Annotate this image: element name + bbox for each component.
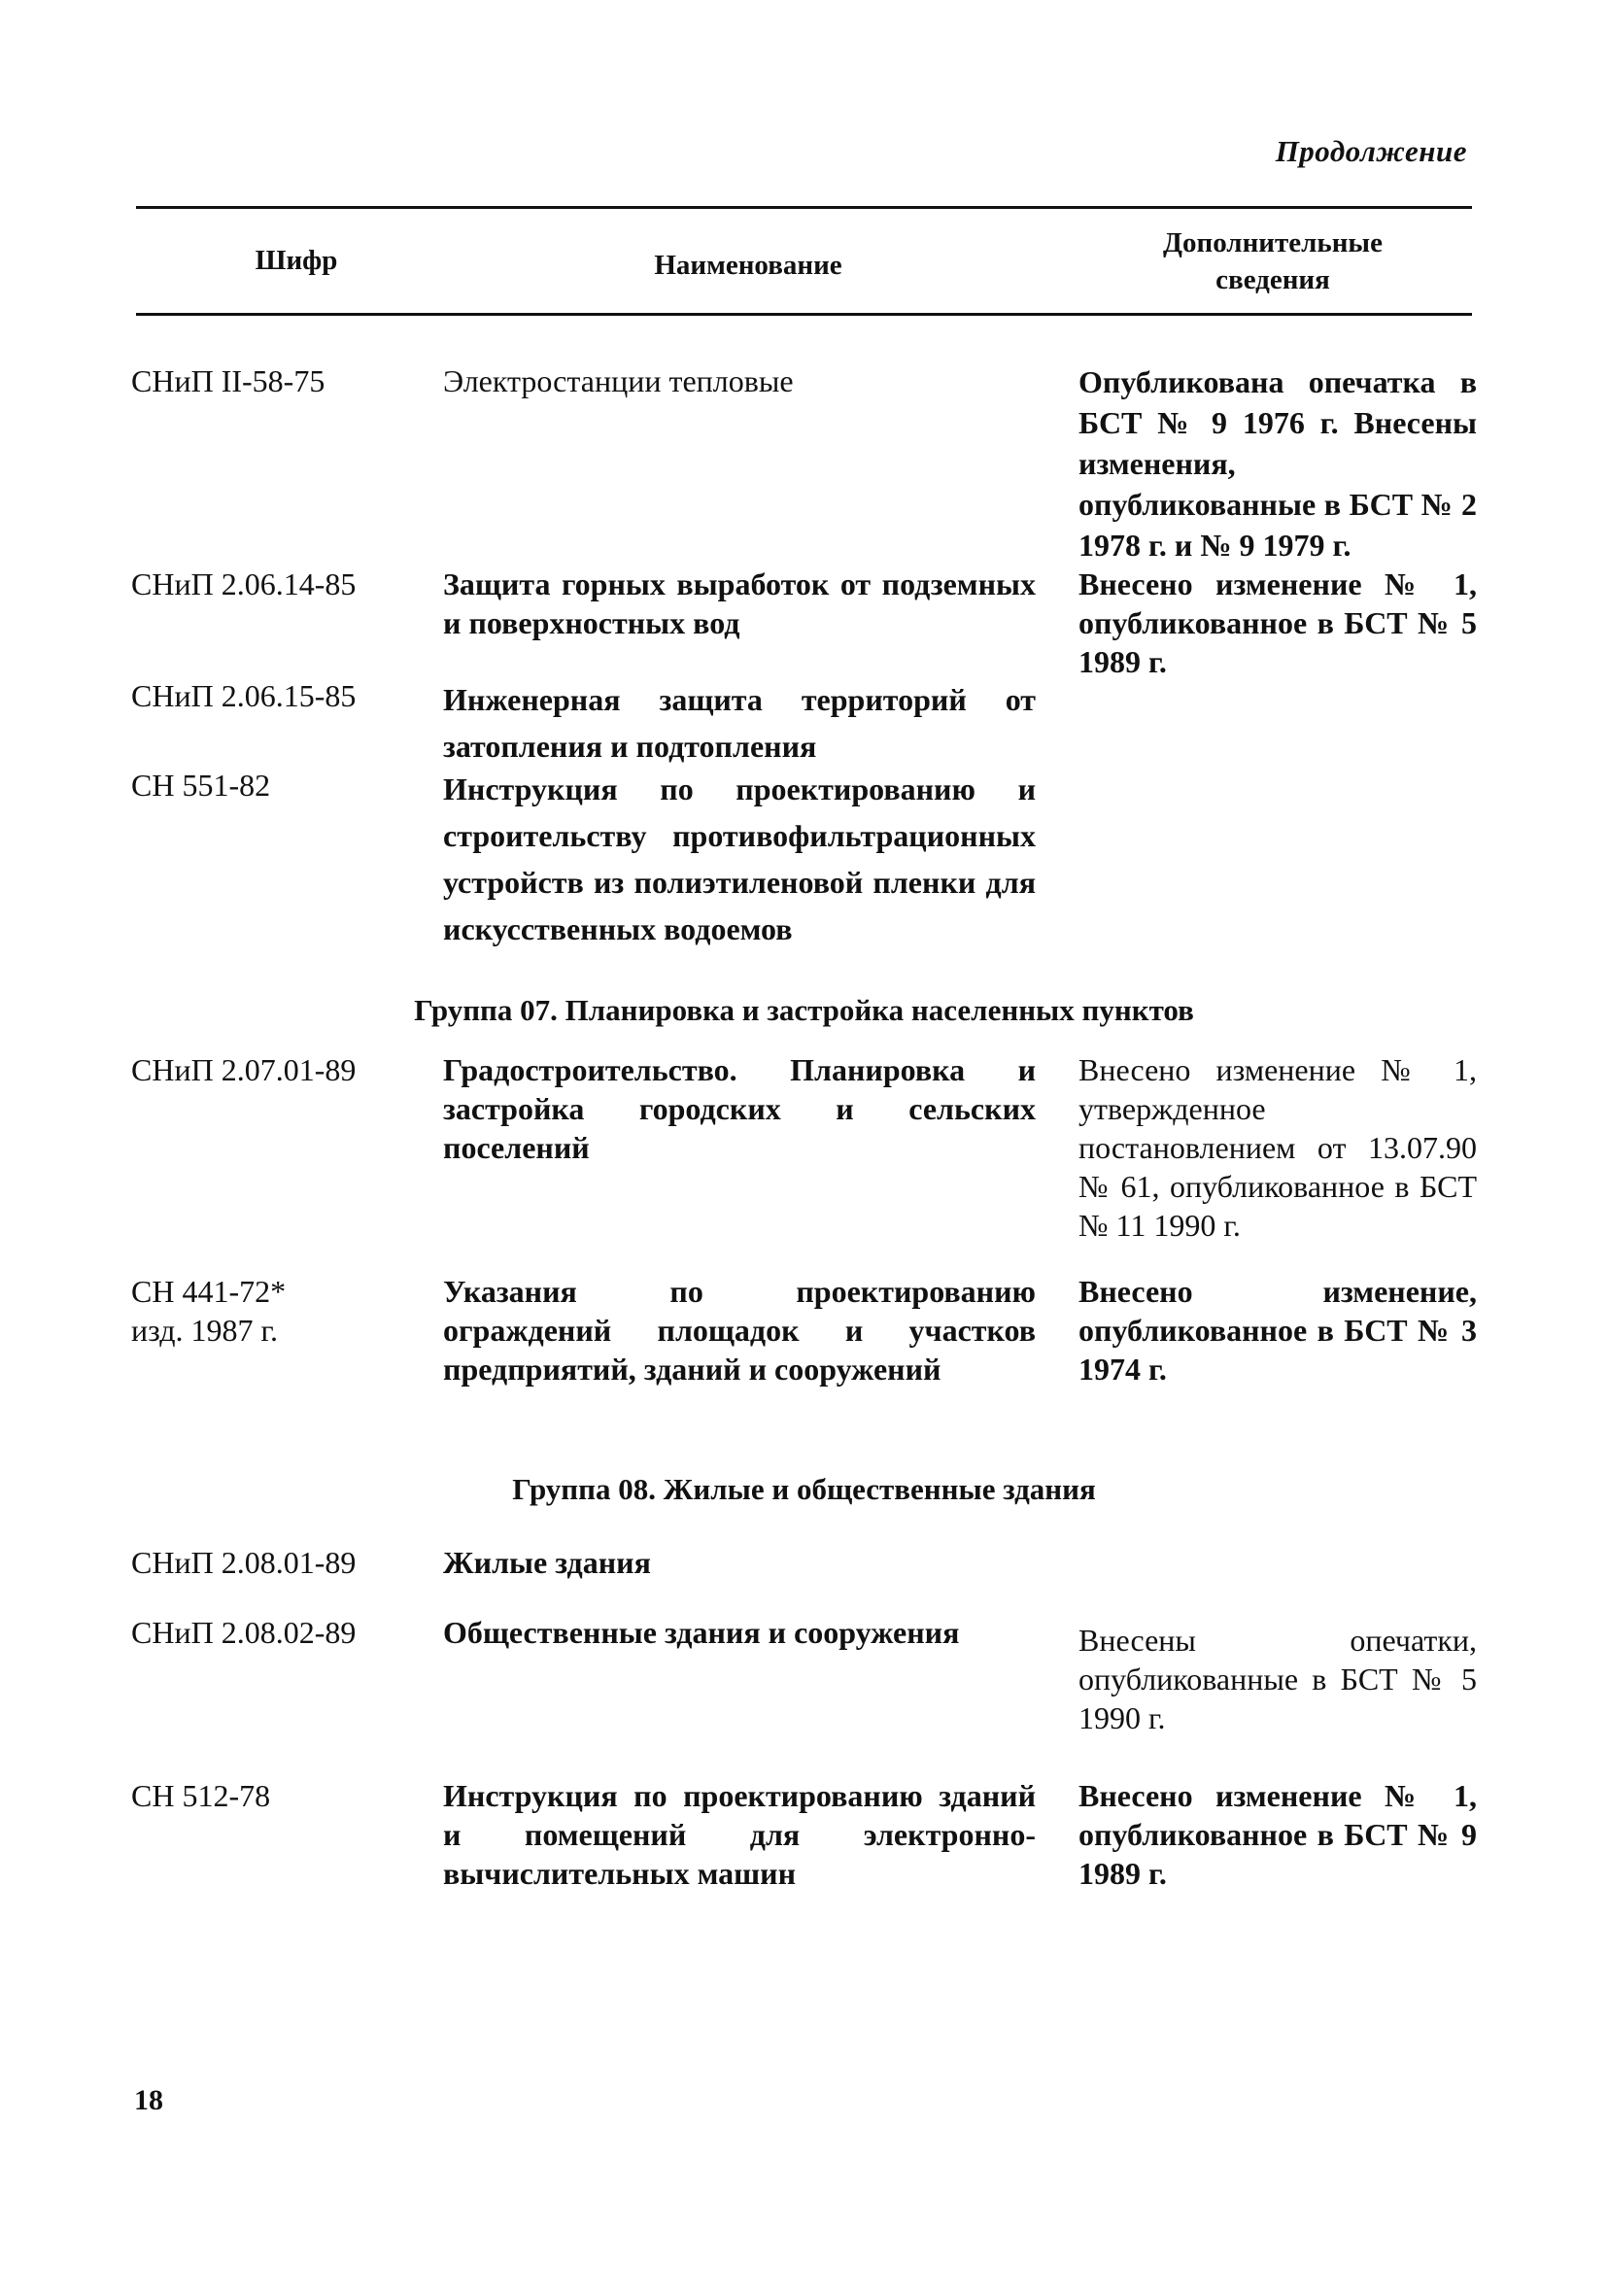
column-header-extra: Дополнительные сведения	[1163, 227, 1383, 295]
row-name: Указания по проектированию ограждений площадок и участков предприятий, зданий и сооружений	[443, 1274, 1036, 1387]
row-name: Инструкция по проектированию и строительству противофильтрационных устройств из полиэтиленовой пленки для искусственных водоемов	[443, 771, 1036, 946]
row-code: СНиП 2.08.01-89	[131, 1545, 357, 1580]
table-top-rule	[136, 206, 1472, 209]
row-name: Инженерная защита территорий от затопления и подтопления	[443, 682, 1036, 764]
row-code: СН 551-82	[131, 768, 271, 803]
row-name: Градостроительство. Планировка и застройка городских и сельских поселений	[443, 1052, 1036, 1165]
row-extra: Внесено изменение № 1, утвержденное постановлением от 13.07.90 № 61, опубликованное в БСТ № 11 1990 г.	[1078, 1052, 1477, 1243]
row-code: СНиП II-58-75	[131, 363, 325, 398]
row-extra: Внесено изменение, опубликованное в БСТ № 3 1974 г.	[1078, 1274, 1477, 1387]
row-code: СН 512-78	[131, 1778, 271, 1813]
row-name: Общественные здания и сооружения	[443, 1615, 960, 1650]
table-header-rule	[136, 313, 1472, 316]
page-number: 18	[134, 2084, 163, 2116]
continuation-label: Продолжение	[1275, 134, 1467, 168]
row-code: СНиП 2.08.02-89	[131, 1615, 357, 1650]
row-code: СНиП 2.06.14-85	[131, 566, 357, 601]
column-header-name: Наименование	[654, 250, 842, 281]
row-extra: Опубликована опечатка в БСТ № 9 1976 г. Внесены изменения, опубликованные в БСТ № 2 1978 г. и № 9 1979 г.	[1078, 364, 1477, 563]
row-code: СНиП 2.06.15-85	[131, 678, 357, 713]
row-name: Электростанции тепловые	[443, 363, 794, 398]
row-name: Инструкция по проектированию зданий и помещений для электронно-вычислительных машин	[443, 1778, 1036, 1891]
column-header-code: Шифр	[255, 245, 338, 276]
row-extra: Внесено изменение № 1, опубликованное в БСТ № 9 1989 г.	[1078, 1778, 1477, 1891]
row-name: Защита горных выработок от подземных и поверхностных вод	[443, 566, 1036, 640]
row-code: СНиП 2.07.01-89	[131, 1052, 357, 1087]
row-name: Жилые здания	[443, 1545, 651, 1580]
group-07-title: Группа 07. Планировка и застройка населенных пунктов	[414, 993, 1194, 1027]
group-08-title: Группа 08. Жилые и общественные здания	[512, 1472, 1096, 1506]
row-code: СН 441-72* изд. 1987 г.	[131, 1274, 287, 1348]
row-extra: Внесено изменение № 1, опубликованное в БСТ № 5 1989 г.	[1078, 566, 1477, 679]
row-extra: Внесены опечатки, опубликованные в БСТ № 5 1990 г.	[1078, 1623, 1477, 1735]
